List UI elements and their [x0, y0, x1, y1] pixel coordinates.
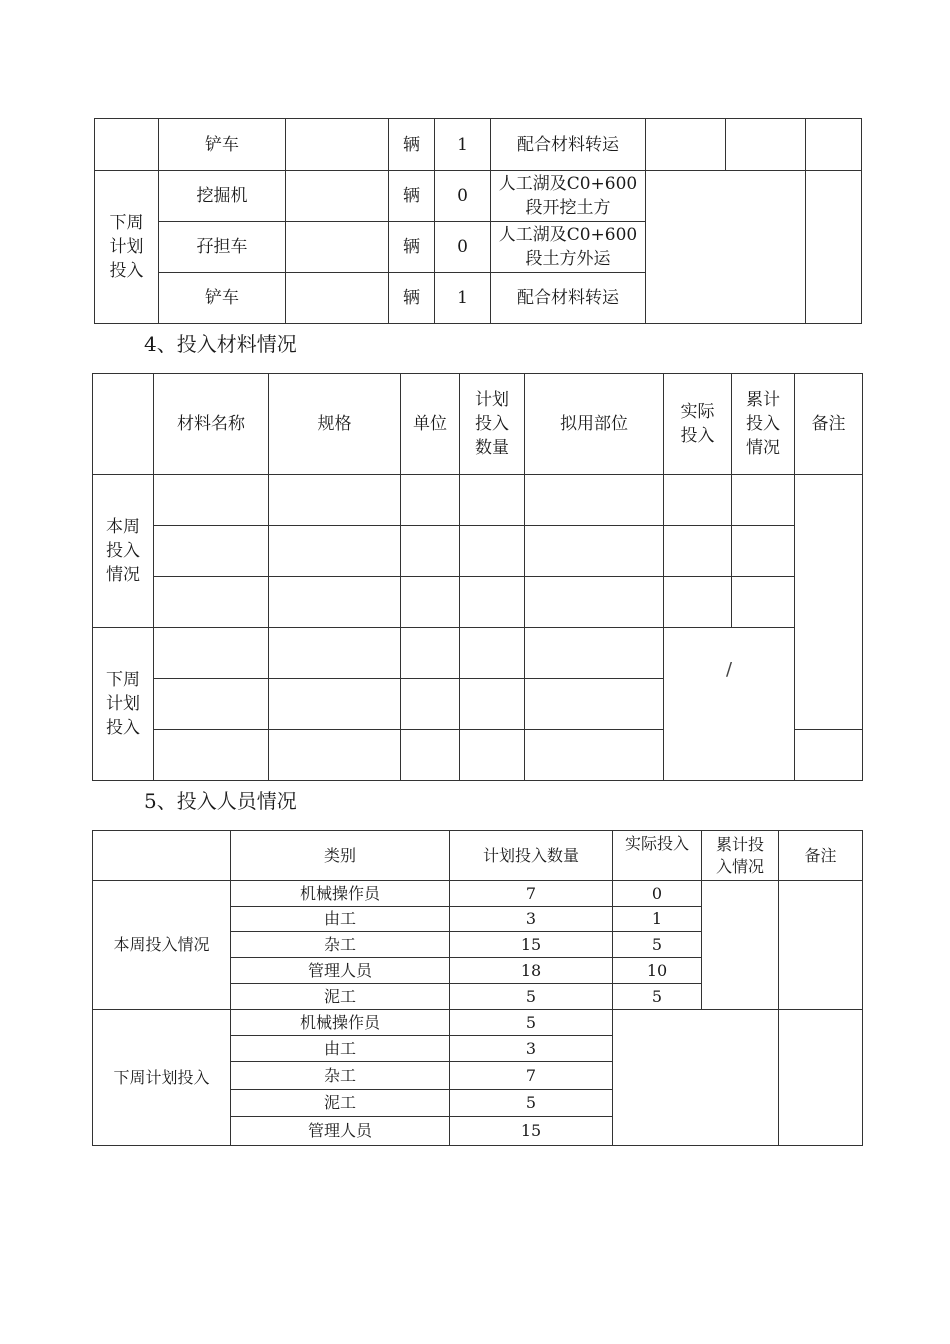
col-header-planned: 计划投入数量: [450, 831, 613, 881]
remark-merged-cell: [795, 475, 863, 730]
category-cell: 由工: [231, 907, 450, 932]
equipment-name: 铲车: [159, 273, 286, 324]
col-header-location: 拟用部位: [525, 374, 664, 475]
empty-cell: [154, 526, 269, 577]
planned-cell: 5: [450, 1010, 613, 1036]
empty-cell: [93, 374, 154, 475]
empty-cell: [401, 679, 460, 730]
next-week-label: 下周 计划 投入: [95, 171, 159, 324]
col-header-planned: 计划 投入 数量: [460, 374, 525, 475]
empty-cell: [93, 831, 231, 881]
empty-cell: [460, 475, 525, 526]
empty-cell: [525, 628, 664, 679]
empty-cell: [525, 730, 664, 781]
empty-cell: [269, 628, 401, 679]
merged-empty-cell: [613, 1010, 779, 1146]
empty-cell: [806, 119, 862, 171]
empty-cell: [269, 475, 401, 526]
equipment-unit: 辆: [389, 119, 435, 171]
empty-cell: [460, 526, 525, 577]
empty-cell: [401, 628, 460, 679]
empty-cell: [154, 628, 269, 679]
equipment-qty: 0: [435, 171, 491, 222]
next-week-label: 下周计划投入: [93, 1010, 231, 1146]
equipment-purpose: 配合材料转运: [491, 119, 646, 171]
category-cell: 管理人员: [231, 1117, 450, 1146]
table-row: [93, 1010, 863, 1036]
header-row: [93, 831, 863, 881]
planned-cell: 7: [450, 1062, 613, 1090]
actual-cell: 0: [613, 881, 702, 907]
empty-cell: [154, 475, 269, 526]
equipment-purpose: 人工湖及C0+600 段土方外运: [491, 222, 646, 273]
slash-mark: /: [725, 659, 733, 680]
table-row: [93, 475, 863, 526]
category-cell: 机械操作员: [231, 1010, 450, 1036]
empty-cell: [732, 475, 795, 526]
table-row: [93, 577, 863, 628]
empty-cell: [525, 526, 664, 577]
equipment-unit: 辆: [389, 171, 435, 222]
equipment-unit: 辆: [389, 222, 435, 273]
empty-cell: [401, 475, 460, 526]
table-row: [95, 119, 862, 171]
empty-cell: [269, 730, 401, 781]
cumulative-merged-cell: [702, 881, 779, 1010]
equipment-qty: 0: [435, 222, 491, 273]
this-week-label: 本周 投入 情况: [93, 475, 154, 628]
equipment-qty: 1: [435, 119, 491, 171]
empty-cell: [401, 526, 460, 577]
table-row: [93, 526, 863, 577]
empty-cell: [460, 628, 525, 679]
category-cell: 泥工: [231, 984, 450, 1010]
table-row: [95, 171, 862, 222]
equipment-name: 铲车: [159, 119, 286, 171]
empty-cell: [646, 119, 726, 171]
empty-cell: [525, 679, 664, 730]
empty-cell: [732, 577, 795, 628]
equipment-name: 挖掘机: [159, 171, 286, 222]
empty-cell: [664, 577, 732, 628]
empty-cell: [525, 577, 664, 628]
planned-cell: 5: [450, 1090, 613, 1117]
empty-cell: [269, 526, 401, 577]
planned-cell: 7: [450, 881, 613, 907]
table-row: [93, 881, 863, 907]
planned-cell: 5: [450, 984, 613, 1010]
empty-cell: [460, 730, 525, 781]
empty-cell: [460, 577, 525, 628]
empty-cell: [795, 730, 863, 781]
actual-cell: 10: [613, 958, 702, 984]
empty-cell: [269, 679, 401, 730]
actual-cell: 5: [613, 932, 702, 958]
col-header-cumulative: 累计投 入情况: [702, 831, 779, 881]
empty-cell: [726, 119, 806, 171]
col-header-category: 类别: [231, 831, 450, 881]
empty-cell: [525, 475, 664, 526]
category-cell: 杂工: [231, 1062, 450, 1090]
empty-cell: [732, 526, 795, 577]
actual-cell: 5: [613, 984, 702, 1010]
equipment-purpose: 配合材料转运: [491, 273, 646, 324]
empty-cell: [154, 730, 269, 781]
empty-cell: [154, 577, 269, 628]
col-header-spec: 规格: [269, 374, 401, 475]
col-header-name: 材料名称: [154, 374, 269, 475]
empty-cell: [286, 119, 389, 171]
remark-merged-cell: [779, 1010, 863, 1146]
planned-cell: 15: [450, 932, 613, 958]
empty-cell: [664, 526, 732, 577]
planned-cell: 3: [450, 907, 613, 932]
planned-cell: 3: [450, 1036, 613, 1062]
table-row: [93, 628, 863, 679]
col-header-remark: 备注: [795, 374, 863, 475]
next-week-label: 下周 计划 投入: [93, 628, 154, 781]
col-header-remark: 备注: [779, 831, 863, 881]
empty-cell: [154, 679, 269, 730]
col-header-actual: 实际 投入: [664, 374, 732, 475]
empty-cell: [95, 119, 159, 171]
equipment-table: [94, 118, 862, 324]
empty-cell: [286, 273, 389, 324]
merged-slash-cell: [664, 628, 795, 781]
this-week-label: 本周投入情况: [93, 881, 231, 1010]
empty-cell: [286, 171, 389, 222]
equipment-unit: 辆: [389, 273, 435, 324]
header-row: [93, 374, 863, 475]
category-cell: 由工: [231, 1036, 450, 1062]
empty-cell: [401, 577, 460, 628]
col-header-cumulative: 累计 投入 情况: [732, 374, 795, 475]
planned-cell: 15: [450, 1117, 613, 1146]
planned-cell: 18: [450, 958, 613, 984]
actual-cell: 1: [613, 907, 702, 932]
equipment-purpose: 人工湖及C0+600 段开挖土方: [491, 171, 646, 222]
category-cell: 机械操作员: [231, 881, 450, 907]
category-cell: 泥工: [231, 1090, 450, 1117]
category-cell: 杂工: [231, 932, 450, 958]
empty-cell: [286, 222, 389, 273]
empty-cell: [806, 171, 862, 324]
materials-table: [92, 373, 863, 781]
empty-cell: [401, 730, 460, 781]
materials-heading: 4、投入材料情况: [144, 332, 297, 356]
col-header-unit: 单位: [401, 374, 460, 475]
personnel-heading: 5、投入人员情况: [144, 789, 297, 813]
col-header-actual: 实际投入: [613, 831, 702, 881]
remark-merged-cell: [779, 881, 863, 1010]
equipment-name: 孖担车: [159, 222, 286, 273]
empty-cell: [269, 577, 401, 628]
personnel-table: [92, 830, 863, 1146]
equipment-qty: 1: [435, 273, 491, 324]
merged-empty-cell: [646, 171, 806, 324]
empty-cell: [460, 679, 525, 730]
empty-cell: [664, 475, 732, 526]
category-cell: 管理人员: [231, 958, 450, 984]
